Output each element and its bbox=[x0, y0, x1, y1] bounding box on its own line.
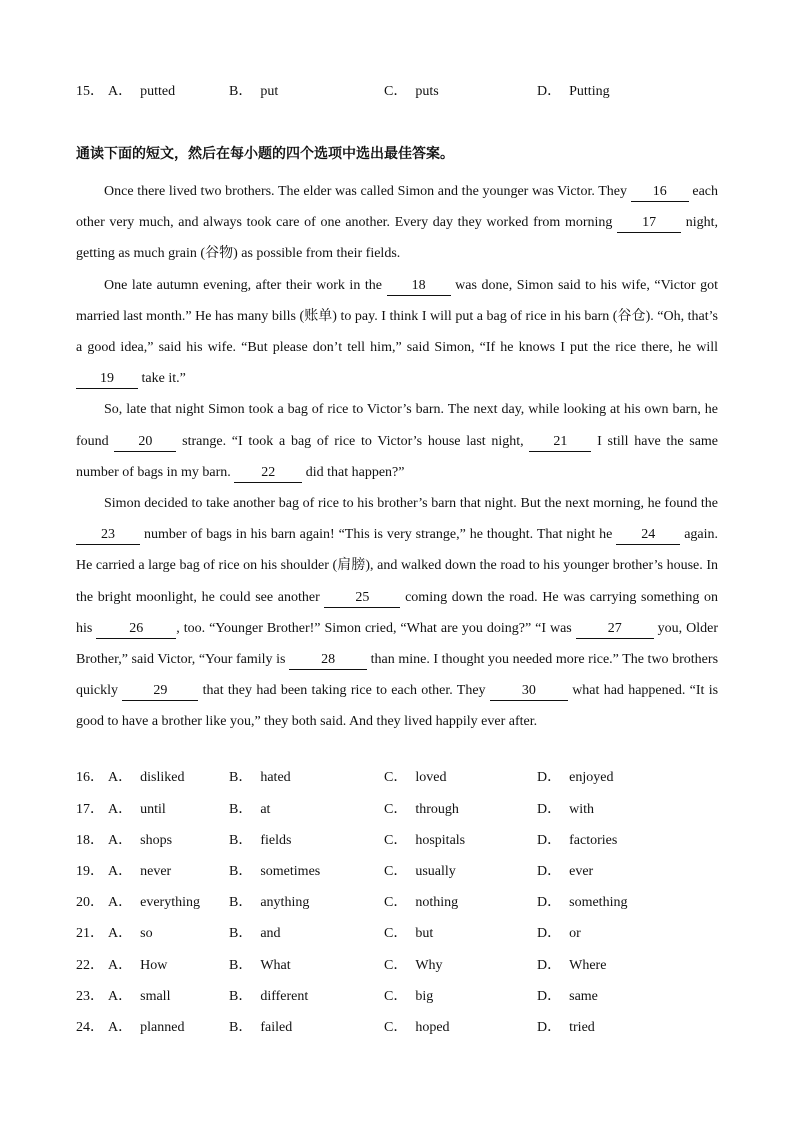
paragraph-4: Simon decided to take another bag of rice to his brother’s barn that night. But the next morning, he found the 23 number of bags in his barn again! “This is very strange,” he thought. That night he 24 again. He carried a large bag of rice on his shoulder (肩膀), and walked down the road to his younger brother’s house. In the bright moonlight, he could see another 25 coming down the road. He was carrying something on his 26 , too. “Younger Brother!” Simon cried, “What are you doing?” “I was 27 you, Older Brother,” said Victor, “Your family is 28 than mine. I thought you needed more rice.” The two brothers quickly 29 that they had been taking rice to each other. They 30 what had happened. “It is good to have a brother like you,” they both said. And they lived happily ever after. bbox=[76, 496, 719, 730]
option-d[interactable]: D． Where bbox=[537, 958, 607, 973]
question-number: 18． bbox=[76, 833, 104, 848]
question-number: 24． bbox=[76, 1020, 104, 1035]
blank-27: 27 bbox=[576, 620, 654, 639]
option-c[interactable]: C． through bbox=[384, 802, 459, 817]
option-d[interactable]: D． with bbox=[537, 802, 595, 817]
option-b[interactable]: B． sometimes bbox=[229, 864, 321, 879]
option-b[interactable]: B． failed bbox=[229, 1020, 293, 1035]
question-number: 21． bbox=[76, 926, 104, 941]
option-b[interactable]: B． at bbox=[229, 802, 271, 817]
blank-23: 23 bbox=[76, 526, 140, 545]
option-a[interactable]: A． shops bbox=[108, 833, 173, 848]
option-d[interactable]: D． ever bbox=[537, 864, 594, 879]
blank-19: 19 bbox=[76, 370, 138, 389]
option-d[interactable]: D． Putting bbox=[537, 84, 610, 99]
question-number: 16． bbox=[76, 770, 104, 785]
option-c[interactable]: C． big bbox=[384, 989, 434, 1004]
blank-29: 29 bbox=[122, 682, 198, 701]
option-b[interactable]: B． What bbox=[229, 958, 291, 973]
option-d[interactable]: D． enjoyed bbox=[537, 770, 614, 785]
blank-28: 28 bbox=[289, 651, 367, 670]
option-b[interactable]: B． different bbox=[229, 989, 309, 1004]
option-c[interactable]: C． Why bbox=[384, 958, 443, 973]
option-b[interactable]: B． and bbox=[229, 926, 281, 941]
option-a[interactable]: A． How bbox=[108, 958, 168, 973]
option-a[interactable]: A． never bbox=[108, 864, 172, 879]
question-number: 17． bbox=[76, 802, 104, 817]
option-a[interactable]: A． putted bbox=[108, 84, 176, 99]
option-c[interactable]: C． hoped bbox=[384, 1020, 450, 1035]
cloze-passage bbox=[76, 176, 718, 738]
option-d[interactable]: D． something bbox=[537, 895, 628, 910]
option-c[interactable]: C． loved bbox=[384, 770, 447, 785]
option-c[interactable]: C． usually bbox=[384, 864, 456, 879]
option-a[interactable]: A． small bbox=[108, 989, 171, 1004]
option-c[interactable]: C． but bbox=[384, 926, 434, 941]
paragraph-3: So, late that night Simon took a bag of rice to Victor’s barn. The next day, while looking at his own barn, he found 20 strange. “I took a bag of rice to Victor’s house last night, 21 I still have the same number of bags in my barn. 22 did that happen?” bbox=[76, 394, 718, 488]
blank-25: 25 bbox=[324, 589, 400, 608]
blank-21: 21 bbox=[529, 433, 591, 452]
paragraph-2: One late autumn evening, after their work in the 18 was done, Simon said to his wife, “Victor got married last month.” He has many bills (账单) to pay. I think I will put a bag of rice in his barn (谷仓). “Oh, that’s a good idea,” said his wife. “But please don’t tell him,” said Simon, “If he knows I put the rice there, he will 19 take it.” bbox=[76, 270, 718, 395]
option-c[interactable]: C． hospitals bbox=[384, 833, 466, 848]
question-number: 19． bbox=[76, 864, 104, 879]
option-a[interactable]: A． planned bbox=[108, 1020, 185, 1035]
blank-20: 20 bbox=[114, 433, 176, 452]
question-number: 15． bbox=[76, 84, 104, 99]
blank-24: 24 bbox=[616, 526, 680, 545]
option-a[interactable]: A． disliked bbox=[108, 770, 185, 785]
blank-17: 17 bbox=[617, 214, 681, 233]
paragraph-1: Once there lived two brothers. The elder was called Simon and the younger was Victor. They 16 each other very much, and always took care of one another. Every day they worked from morning 17 night, getting as much grain (谷物) as possible from their fields. bbox=[76, 184, 719, 262]
option-b[interactable]: B． fields bbox=[229, 833, 292, 848]
option-a[interactable]: A． everything bbox=[108, 895, 200, 910]
blank-22: 22 bbox=[234, 464, 302, 483]
option-d[interactable]: D． or bbox=[537, 926, 581, 941]
option-a[interactable]: A． until bbox=[108, 802, 166, 817]
option-d[interactable]: D． factories bbox=[537, 833, 618, 848]
blank-26: 26 bbox=[96, 620, 176, 639]
blank-30: 30 bbox=[490, 682, 568, 701]
question-number: 23． bbox=[76, 989, 104, 1004]
blank-16: 16 bbox=[631, 183, 689, 202]
section-instruction: 通读下面的短文，然后在每小题的四个选项中选出最佳答案。 bbox=[76, 146, 454, 162]
option-d[interactable]: D． tried bbox=[537, 1020, 595, 1035]
option-b[interactable]: B． anything bbox=[229, 895, 310, 910]
question-number: 22． bbox=[76, 958, 104, 973]
option-b[interactable]: B． hated bbox=[229, 770, 291, 785]
option-c[interactable]: C． puts bbox=[384, 84, 439, 99]
option-d[interactable]: D． same bbox=[537, 989, 598, 1004]
option-b[interactable]: B． put bbox=[229, 84, 279, 99]
option-a[interactable]: A． so bbox=[108, 926, 153, 941]
question-number: 20． bbox=[76, 895, 104, 910]
blank-18: 18 bbox=[387, 277, 451, 296]
option-c[interactable]: C． nothing bbox=[384, 895, 459, 910]
